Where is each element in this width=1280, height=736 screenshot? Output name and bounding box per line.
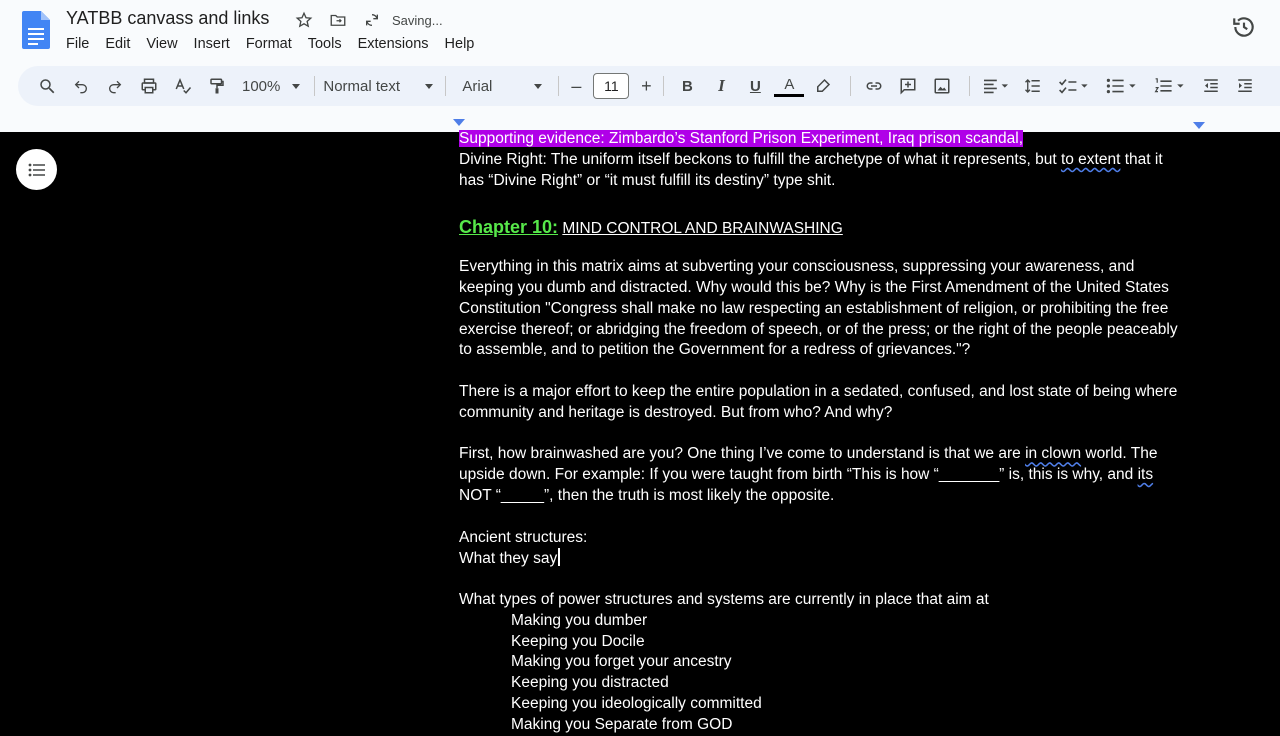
chevron-down-icon <box>425 84 433 89</box>
move-folder-icon[interactable] <box>328 10 348 30</box>
print-icon[interactable] <box>134 72 164 100</box>
blank-line <box>459 191 1199 212</box>
chapter-heading <box>459 214 1199 240</box>
text-line: to assemble, and to petition the Government for a redress of grievances."? <box>459 341 971 359</box>
text-line: NOT “_____”, then the truth is most likely the opposite. <box>459 486 835 504</box>
search-menus-icon[interactable] <box>32 72 62 100</box>
font-select[interactable] <box>462 78 542 95</box>
zoom-select[interactable] <box>242 78 300 95</box>
highlight-color-icon[interactable] <box>808 72 838 100</box>
text-line: There is a major effort to keep the entire population in a sedated, confused, and lost state of being where <box>459 382 1178 400</box>
save-status: Saving... <box>392 12 443 28</box>
list-item: Keeping you Docile <box>511 632 645 650</box>
menu-insert[interactable]: Insert <box>193 36 230 52</box>
header <box>0 0 1280 62</box>
insert-image-icon[interactable] <box>927 72 957 100</box>
document-outline-button[interactable] <box>16 149 57 190</box>
outline-icon <box>28 163 46 177</box>
text-line: Constitution "Congress shall make no law respecting an establishment of religion, or prohibiting the free <box>459 299 1169 317</box>
star-icon[interactable] <box>294 10 314 30</box>
list-item: Keeping you distracted <box>511 674 669 692</box>
spelling-suggestion[interactable]: to extent <box>1060 150 1121 168</box>
blank-line <box>459 424 1199 445</box>
decrease-font-size-button[interactable]: – <box>571 75 582 96</box>
text-line: community and heritage is destroyed. But from who? And why? <box>459 403 893 421</box>
divider <box>969 76 970 96</box>
text-cursor <box>558 548 560 566</box>
spelling-suggestion[interactable]: its <box>1137 466 1154 484</box>
docs-logo-icon[interactable] <box>22 11 50 49</box>
text-segment: Divine Right: The uniform itself beckons to fulfill the archetype of what it represents, but <box>459 150 1061 168</box>
paint-format-icon[interactable] <box>202 72 232 100</box>
checklist-icon[interactable] <box>1052 72 1096 100</box>
redo-icon[interactable] <box>100 72 130 100</box>
toolbar <box>18 66 1280 106</box>
text-color-button[interactable]: A <box>774 75 804 97</box>
numbered-list-icon[interactable] <box>1148 72 1192 100</box>
text-line: has “Divine Right” or “it must fulfill its destiny” type shit. <box>459 171 836 189</box>
text-line: exercise thereof; or abridging the freedom of speech, or of the press; or the right of the people peaceably <box>459 320 1178 338</box>
spelling-suggestion[interactable]: in clown <box>1025 445 1082 463</box>
text-line <box>459 548 1199 569</box>
chevron-down-icon <box>292 84 300 89</box>
divider <box>445 76 446 96</box>
list-item: Keeping you ideologically committed <box>511 694 762 712</box>
menu-file[interactable]: File <box>66 36 90 52</box>
blank-line <box>459 569 1199 590</box>
font-value: Arial <box>462 77 493 95</box>
blank-line <box>459 240 1199 257</box>
list-item: Making you forget your ancestry <box>511 653 732 671</box>
text-segment: What they say <box>459 550 558 568</box>
right-indent-marker[interactable] <box>1193 122 1205 129</box>
blank-line <box>459 361 1199 382</box>
text-line: Ancient structures: <box>459 528 588 546</box>
divider <box>850 76 851 96</box>
zoom-value: 100% <box>242 77 281 95</box>
sync-icon <box>362 10 382 30</box>
spellcheck-icon[interactable] <box>168 72 198 100</box>
text-segment: that it <box>1120 150 1163 168</box>
left-indent-marker[interactable] <box>453 119 465 126</box>
chapter-number: Chapter 10: <box>459 217 559 238</box>
menu-view[interactable]: View <box>146 36 178 52</box>
italic-button[interactable]: I <box>718 76 725 95</box>
underline-button[interactable]: U <box>749 77 761 95</box>
divider <box>663 76 664 96</box>
text-line: Everything in this matrix aims at subverting your consciousness, suppressing your awareness, and <box>459 258 1135 276</box>
text-segment: world. The <box>1081 445 1158 463</box>
text-line <box>459 129 1199 150</box>
toolbar-area <box>0 62 1280 132</box>
document-title[interactable]: YATBB canvass and links <box>66 8 270 28</box>
menu-extensions[interactable]: Extensions <box>357 36 429 52</box>
highlighted-text: Supporting evidence: Zimbardo’s Stanford Prison Experiment, Iraq prison scandal, <box>459 130 1024 147</box>
list-item: Making you dumber <box>511 611 648 629</box>
decrease-indent-icon[interactable] <box>1196 72 1226 100</box>
text-segment: First, how brainwashed are you? One thing I’ve come to understand is that we are <box>459 445 1026 463</box>
chapter-title: MIND CONTROL AND BRAINWASHING <box>562 220 843 238</box>
list-item: Making you Separate from GOD <box>511 715 733 733</box>
document-body[interactable] <box>459 129 1199 736</box>
bold-button[interactable]: B <box>681 77 693 95</box>
text-line <box>459 444 1199 465</box>
bulleted-list-icon[interactable] <box>1100 72 1144 100</box>
align-left-icon[interactable] <box>978 72 1014 100</box>
text-line: What types of power structures and systems are currently in place that aim at <box>459 590 989 608</box>
menu-help[interactable]: Help <box>444 36 475 52</box>
style-value: Normal text <box>323 77 401 95</box>
menu-edit[interactable]: Edit <box>105 36 131 52</box>
version-history-icon[interactable] <box>1231 14 1257 40</box>
text-line <box>459 465 1199 486</box>
menu-format[interactable]: Format <box>245 36 292 52</box>
divider <box>314 76 315 96</box>
text-line: keeping you dumb and distracted. Why would this be? Why is the First Amendment of the United States <box>459 278 1169 296</box>
style-select[interactable] <box>323 78 433 95</box>
font-size-input[interactable]: 11 <box>593 73 629 99</box>
divider <box>558 76 559 96</box>
insert-link-icon[interactable] <box>859 72 889 100</box>
chevron-down-icon <box>534 84 542 89</box>
menu-tools[interactable]: Tools <box>307 36 342 52</box>
blank-line <box>459 507 1199 528</box>
add-comment-icon[interactable] <box>893 72 923 100</box>
menu-bar <box>58 34 482 54</box>
line-spacing-icon[interactable] <box>1018 72 1048 100</box>
undo-icon[interactable] <box>66 72 96 100</box>
increase-font-size-button[interactable]: + <box>641 75 652 96</box>
increase-indent-icon[interactable] <box>1230 72 1260 100</box>
text-line <box>459 150 1199 171</box>
text-segment: upside down. For example: If you were taught from birth “This is how “_______” is, this is why, and <box>459 466 1138 484</box>
